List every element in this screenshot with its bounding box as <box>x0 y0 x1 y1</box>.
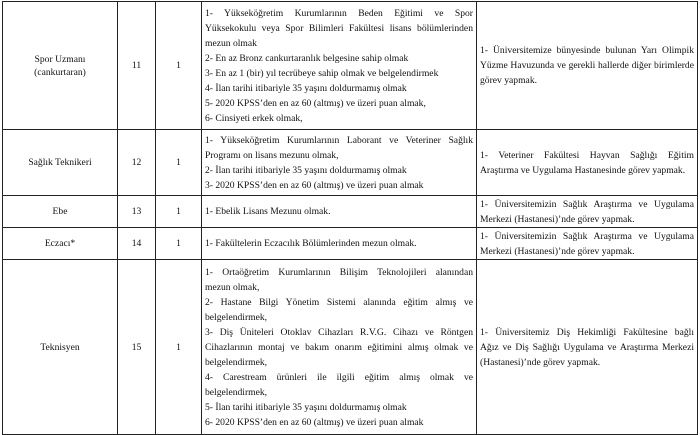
duty-notes-cell <box>477 196 698 228</box>
requirement-line: belgelendirmek, <box>205 356 268 368</box>
position-table <box>2 1 698 435</box>
position-title-line: Spor Uzmanı <box>34 53 86 65</box>
requirements-cell <box>202 228 477 260</box>
position-title-cell <box>3 196 118 228</box>
requirement-line: 1- Fakültelerin Eczacılık Bölümlerinden mezun olmak. <box>205 238 417 249</box>
requirements-cell <box>202 196 477 228</box>
requirement-line: 1- Ebelik Lisans Mezunu olmak. <box>205 206 331 217</box>
requirement-line: 6- 2020 KPSS’den en az 60 (altmış) ve üzeri puan almak <box>205 416 424 428</box>
position-code-cell: 11 <box>118 2 156 130</box>
table-row <box>3 260 698 435</box>
requirement-line: Yüksekokulu veya Spor Bilimleri Fakültesi lisans bölümlerinden <box>205 22 473 34</box>
note-line: Merkezi (Hastanesi)’nde görev yapmak. <box>480 213 635 225</box>
table-row <box>3 196 698 228</box>
requirement-line: 3- 2020 KPSS’den en az 60 (altmış) ve üzeri puan almak <box>205 179 424 191</box>
note-line: Merkezi (Hastanesi)’nde görev yapmak. <box>480 245 635 257</box>
requirement-line: mezun olmak, <box>205 281 260 293</box>
position-count-cell: 1 <box>156 260 202 435</box>
requirement-line: belgelendirmek, <box>205 311 268 323</box>
requirement-line: mezun olmak <box>205 37 257 49</box>
table-row <box>3 2 698 130</box>
position-title-cell <box>3 260 118 435</box>
note-line: Yüzme Havuzunda ve gerekli hallerde diğer birimlerde <box>480 60 694 71</box>
requirement-line: 1- Yükseköğretim Kurumlarının Laborant ve Veteriner Sağlık <box>205 134 473 146</box>
requirement-line: 6- Cinsiyeti erkek olmak, <box>205 112 303 124</box>
note-line: görev yapmak. <box>480 75 538 86</box>
duty-notes-cell <box>477 260 698 435</box>
position-count-cell: 1 <box>156 2 202 130</box>
position-title-line: (cankurtaran) <box>34 66 86 78</box>
position-title-line: Teknisyen <box>40 341 80 353</box>
note-line: Ağız ve Diş Sağlığı Uygulama ve Araştırma Merkezi <box>480 341 694 353</box>
position-code-cell: 15 <box>118 260 156 435</box>
table-row <box>3 130 698 196</box>
requirement-line: belgelendirmek, <box>205 386 268 398</box>
duty-notes-cell <box>477 130 698 196</box>
position-count-cell: 1 <box>156 196 202 228</box>
note-line: 1- Üniversitemizin Sağlık Araştırma ve Uygulama <box>480 198 694 210</box>
position-title-line: Sağlık Teknikeri <box>28 157 92 168</box>
position-title-cell <box>3 130 118 196</box>
position-table-container <box>2 1 697 435</box>
position-code-cell: 14 <box>118 228 156 260</box>
requirement-line: 4- İlan tarihi itibariyle 35 yaşını doldurmamış olmak <box>205 82 407 94</box>
note-line: (Hastanesi)’nde görev yapmak. <box>480 356 601 368</box>
note-line: 1- Veteriner Fakültesi Hayvan Sağlığı Eğitim <box>480 149 694 161</box>
position-code-cell: 13 <box>118 196 156 228</box>
note-line: 1- Üniversitemiz Diş Hekimliği Fakültesine bağlı <box>480 326 694 338</box>
requirement-line: 3- En az 1 (bir) yıl tecrübeye sahip olmak ve belgelendirmek <box>205 67 439 79</box>
requirement-line: 5- İlan tarihi itibariyle 35 yaşını doldurmamış olmak <box>205 401 407 413</box>
requirement-line: 2- İlan tarihi itibariyle 35 yaşını doldurmamış olmak <box>205 164 407 176</box>
position-count-cell: 1 <box>156 228 202 260</box>
note-line: Araştırma ve Uygulama Hastanesinde görev yapmak. <box>480 164 686 176</box>
requirement-line: 3- Diş Üniteleri Otoklav Cihazları R.V.G. Cihazı ve Röntgen <box>205 326 473 338</box>
requirements-cell <box>202 2 477 130</box>
requirement-line: 2- Hastane Bilgi Yönetim Sistemi alanında eğitim almış ve <box>205 296 473 308</box>
position-title-cell <box>3 228 118 260</box>
position-title-cell <box>3 2 118 130</box>
requirement-line: 1- Yükseköğretim Kurumlarının Beden Eğitimi ve Spor <box>205 7 473 19</box>
requirement-line: 5- 2020 KPSS’den en az 60 (altmış) ve üzeri puan almak, <box>205 97 426 109</box>
requirements-cell <box>202 260 477 435</box>
requirements-cell <box>202 130 477 196</box>
table-row <box>3 228 698 260</box>
position-title-line: Ebe <box>52 206 68 217</box>
duty-notes-cell <box>477 228 698 260</box>
note-line: 1- Üniversitemizin Sağlık Araştırma ve Uygulama <box>480 230 694 242</box>
note-line: 1- Üniversitemize bünyesinde bulunan Yarı Olimpik <box>480 45 694 56</box>
position-title-line: Eczacı* <box>44 238 76 249</box>
requirement-line: 2- En az Bronz cankurtaranlık belgesine sahip olmak <box>205 52 409 64</box>
requirement-line: Programı on lisans mezunu olmak, <box>205 149 339 161</box>
requirement-line: 1- Ortaöğretim Kurumlarının Bilişim Teknolojileri alanından <box>205 266 473 278</box>
position-count-cell: 1 <box>156 130 202 196</box>
requirement-line: Cihazlarının montaj ve bakım onarım eğitimini almış olmak ve <box>205 341 473 353</box>
duty-notes-cell <box>477 2 698 130</box>
requirement-line: 4- Carestream ürünleri ile ilgili eğitim almış olmak ve <box>205 371 473 383</box>
position-code-cell: 12 <box>118 130 156 196</box>
